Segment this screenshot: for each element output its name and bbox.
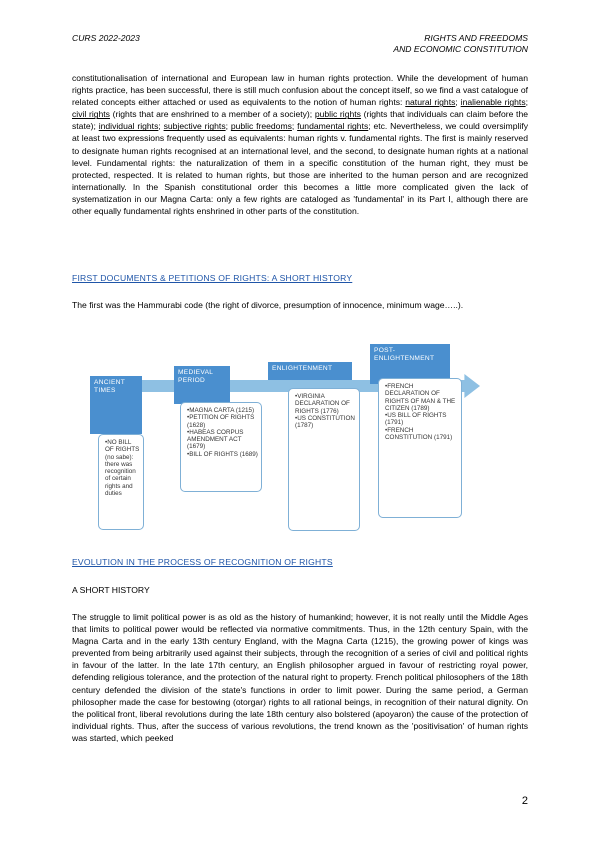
header-title-line2: AND ECONOMIC CONSTITUTION bbox=[393, 44, 528, 54]
term-inalienable-rights: inalienable rights bbox=[460, 97, 526, 108]
stage-enlightenment-card bbox=[288, 388, 360, 531]
intro-sep: ; bbox=[291, 121, 298, 132]
history-timeline-diagram bbox=[72, 322, 528, 534]
intro-text: (rights that are enshrined to a member of a society); bbox=[109, 109, 315, 120]
term-individual-rights: individual rights bbox=[98, 121, 159, 132]
stage-medieval-item: •MAGNA CARTA (1215) bbox=[187, 407, 255, 414]
term-natural-rights: natural rights bbox=[405, 97, 456, 108]
header-course: CURS 2022-2023 bbox=[72, 33, 140, 43]
stage-medieval-item: •BILL OF RIGHTS (1689) bbox=[187, 450, 258, 458]
term-public-rights: public rights bbox=[314, 109, 361, 120]
section-heading-first-documents: FIRST DOCUMENTS & PETITIONS OF RIGHTS: A SHORT HISTORY bbox=[72, 273, 353, 283]
intro-sep: ; bbox=[225, 121, 231, 132]
subheading-short-history: A SHORT HISTORY bbox=[72, 585, 150, 595]
section-heading-evolution: EVOLUTION IN THE PROCESS OF RECOGNITION OF RIGHTS bbox=[72, 557, 333, 567]
intro-paragraph bbox=[72, 72, 528, 217]
intro-sep: ; bbox=[525, 97, 529, 108]
intro-sep: ; bbox=[158, 121, 164, 132]
stage-medieval-title: MEDIEVAL PERIOD bbox=[174, 366, 230, 404]
term-subjective-rights: subjective rights bbox=[163, 121, 226, 132]
stage-post-enlightenment-item: •FRENCH CONSTITUTION (1791) bbox=[385, 426, 453, 442]
stage-post-enlightenment-item: •FRENCH DECLARATION OF RIGHTS OF MAN & THE CITIZEN (1789) bbox=[385, 383, 456, 412]
stage-post-enlightenment-title: POST-ENLIGHTENMENT bbox=[370, 344, 450, 384]
intro-text: ; etc. Nevertheless, we could oversimplify at least two expressions frequently used as equivalents: human rights v. fundamental rights. The first is mainly reserved to designate human rights recognised at an international level, and the second, to designate human rights at a national level. Fundamental rights: the naturalization of them in a specific constitution of the human right, they must be protected, respected. It is related to human rights, but those are inherited to the human person and are recognized internationally. In the Spanish constitutional order this becomes a little more complicated given the lack of systematization in our Magna Carta: only a few rights are cataloged as 'fundamental' in its Part I, although there are other equally fundamental rights enshrined in other parts of the constitution. bbox=[72, 121, 528, 217]
header-title bbox=[393, 33, 528, 55]
term-public-freedoms: public freedoms bbox=[230, 121, 292, 132]
hammurabi-paragraph: The first was the Hammurabi code (the right of divorce, presumption of innocence, minimum wage…..). bbox=[72, 300, 464, 310]
stage-enlightenment-item: •VIRGINIA DECLARATION OF RIGHTS (1776) bbox=[295, 393, 350, 415]
intro-sep: ; bbox=[455, 97, 461, 108]
stage-ancient-item: •NO BILL OF RIGHTS (no sabe): there was recognition of certain rights and duties bbox=[105, 439, 140, 498]
term-civil-rights: civil rights bbox=[72, 109, 110, 120]
stage-medieval-card bbox=[180, 402, 262, 492]
stage-enlightenment-item: •US CONSTITUTION (1787) bbox=[295, 414, 355, 430]
stage-ancient-title: ANCIENT TIMES bbox=[90, 376, 142, 434]
stage-post-enlightenment-item: •US BILL OF RIGHTS (1791) bbox=[385, 412, 447, 427]
stage-medieval-item: •PETITION OF RIGHTS (1628) bbox=[187, 414, 255, 429]
header-title-line1: RIGHTS AND FREEDOMS bbox=[424, 33, 528, 43]
intro-text: (rights that individuals can claim before the state); bbox=[72, 109, 529, 132]
stage-medieval-item: •HABEAS CORPUS AMENDMENT ACT (1679) bbox=[187, 428, 244, 451]
stage-post-enlightenment-card bbox=[378, 378, 462, 518]
page-number: 2 bbox=[521, 795, 528, 807]
stage-ancient-card bbox=[98, 434, 144, 530]
history-paragraph: The struggle to limit political power is as old as the history of humankind; however, it is not really until the Middle Ages that limits to political power would be reflected via normative commitments. Thus, in the 12th century Spain, with the Magna Carta and in the early 13th century England, with the Magna Carta (1215), the growing power of kings was prevented from being arbitrarily used against their subjects, through the recognition of a series of civil and political rights in favour of the latter. In the late 17th century, an English philosopher argued in favour of restricting royal power, defending religious tolerance, and the protection of the natural right to property. French political philosophers of the 18th century defended the division of the state's functions in order to limit power. During the same period, a German philosopher made the case for bestowing (otorgar) rights to all rational beings, in recognition of their natural dignity. On the political front, liberal revolutions during the late 18th century also bolstered (apoyaron) the cause of the protection of individual rights. Thus, after the success of various revolutions, the trend known as the 'positivisation' of human rights was started, which peeked bbox=[72, 612, 528, 743]
stage-enlightenment-title: ENLIGHTENMENT bbox=[268, 362, 352, 380]
term-fundamental-rights: fundamental rights bbox=[297, 121, 369, 132]
intro-text: constitutionalisation of international and European law in human rights protection. While the development of human rights practice, has been successful, there is still much confusion about the concept itself, so we find a vast catalogue of related concepts either attached or used as equivalents to the notion of human rights: bbox=[72, 73, 528, 108]
